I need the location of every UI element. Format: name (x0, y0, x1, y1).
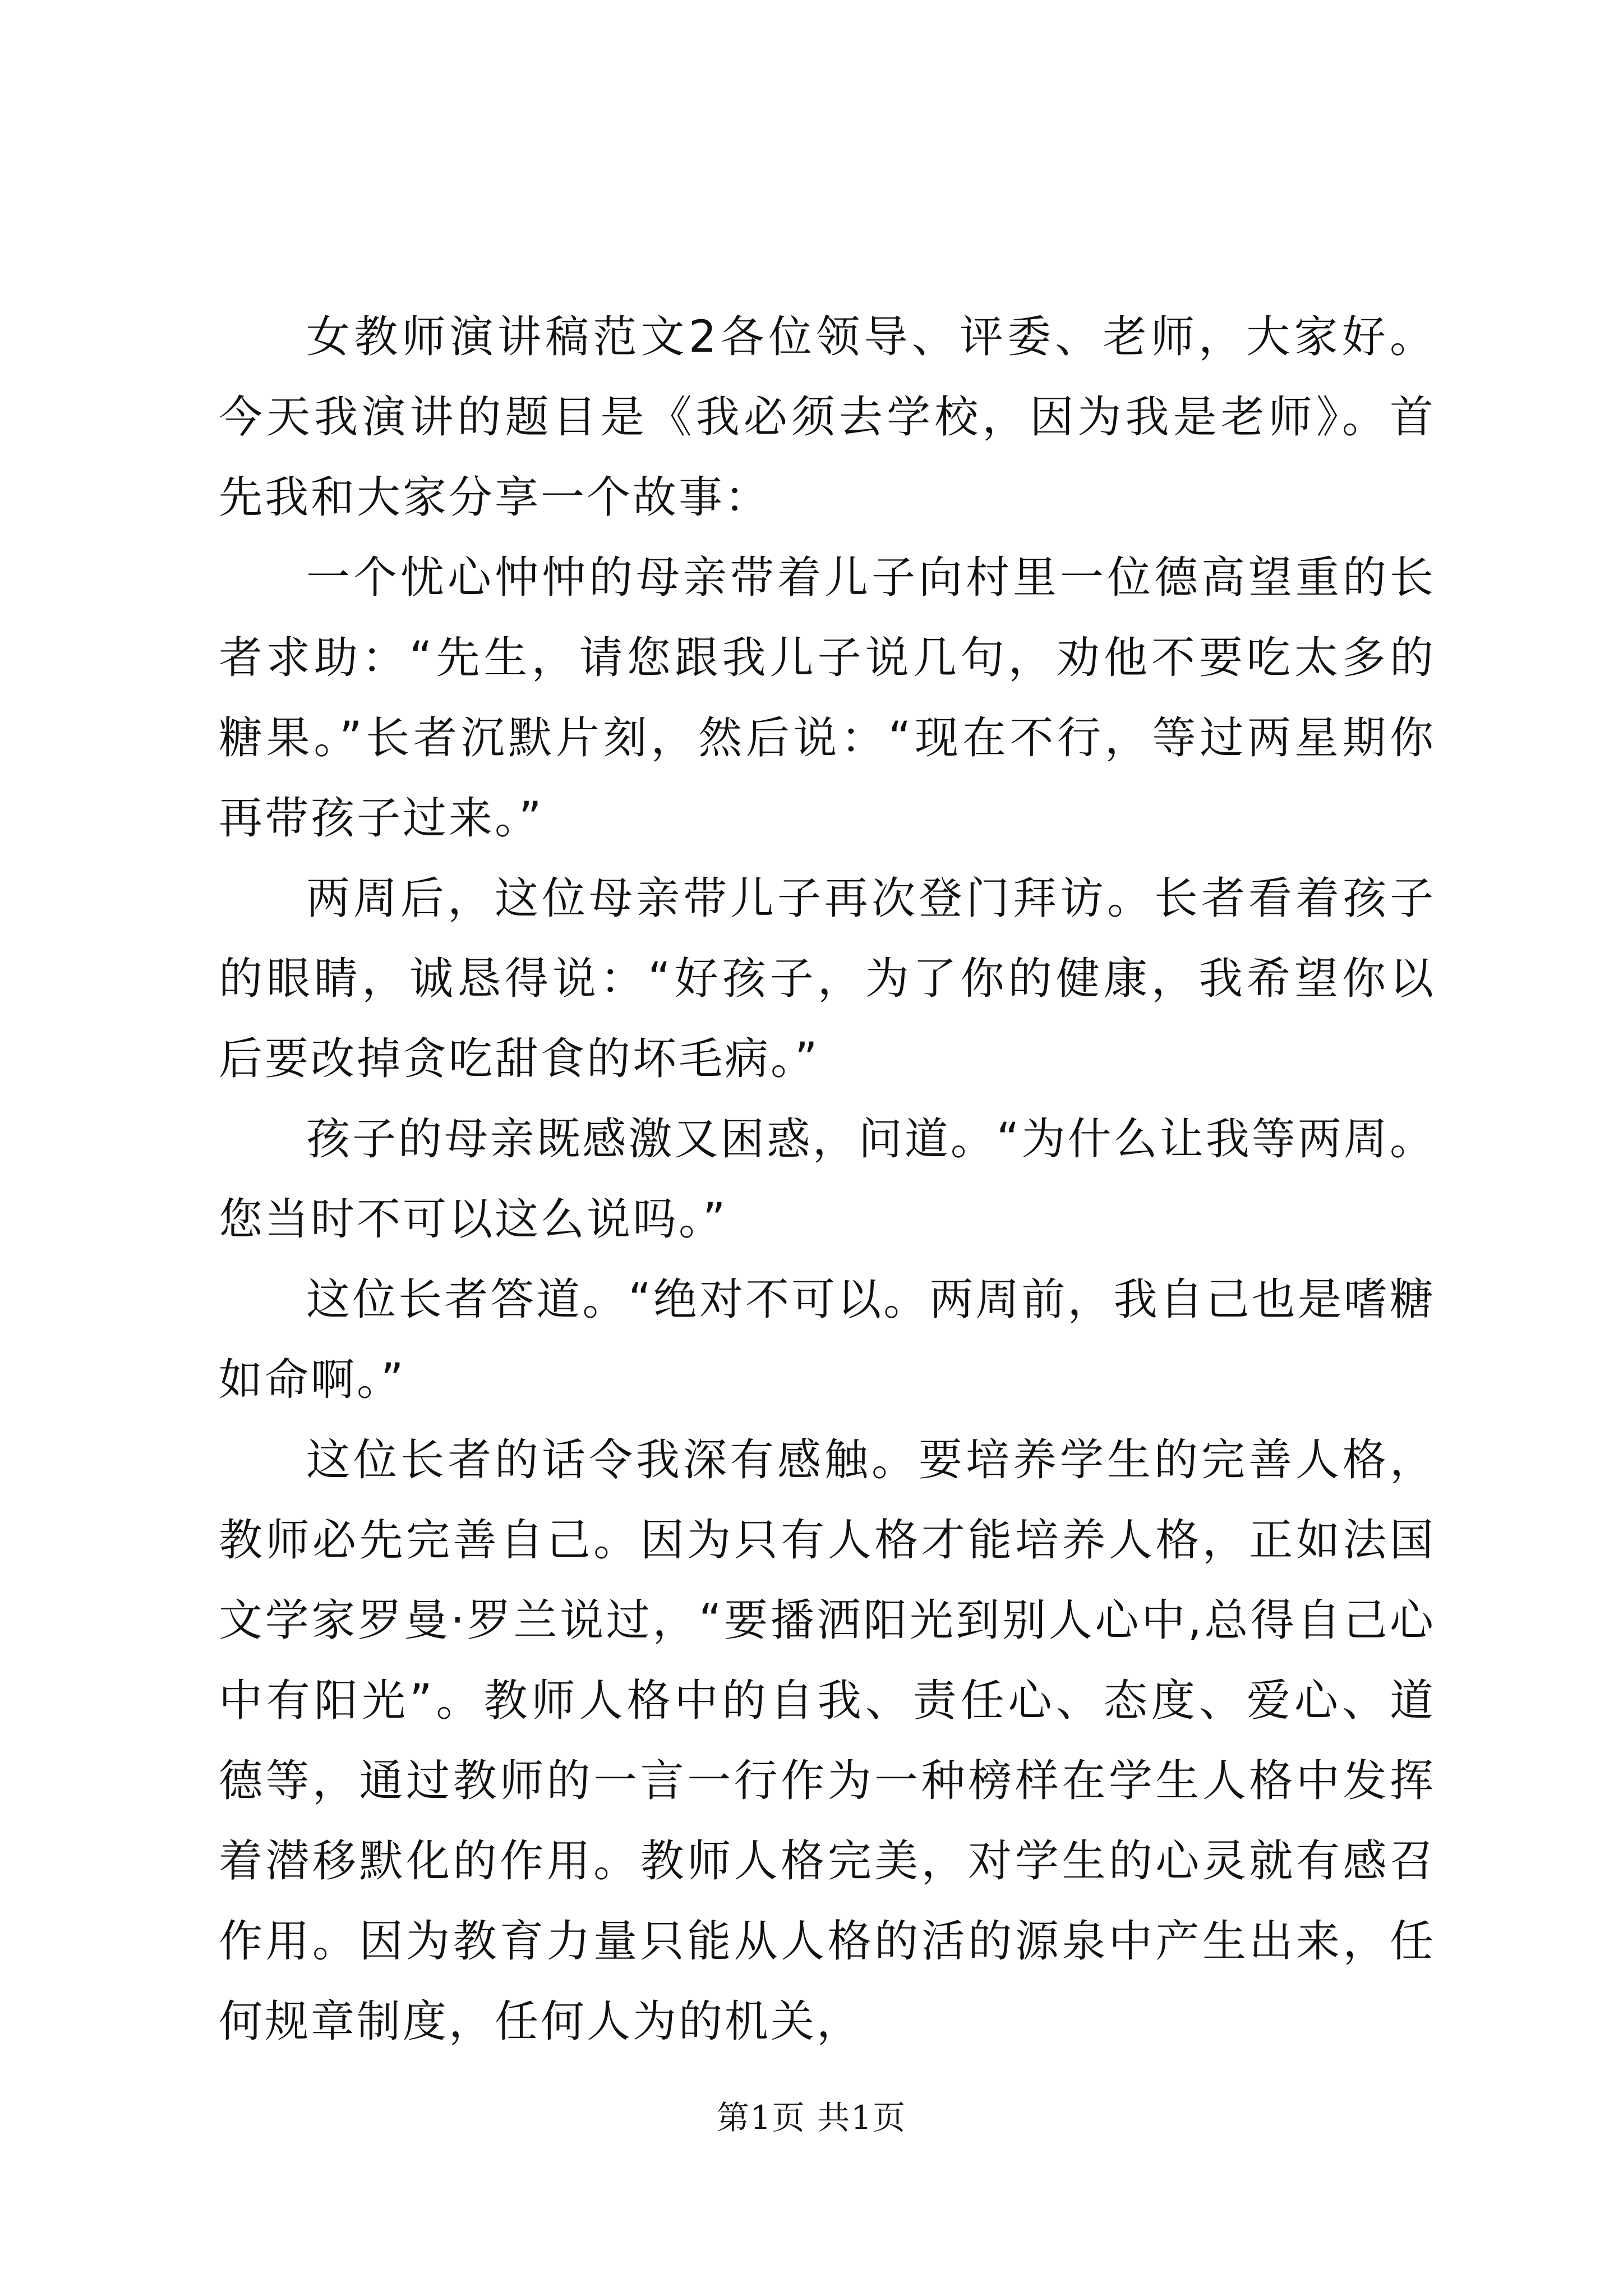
page-number-label: 第1页 共1页 (716, 2099, 907, 2137)
paragraph-1: 女教师演讲稿范文2各位领导、评委、老师，大家好。今天我演讲的题目是《我必须去学校，因为我是老师》。首先我和大家分享一个故事： (219, 312, 1436, 523)
paragraph-3: 两周后，这位母亲带儿子再次登门拜访。长者看着孩子的眼睛，诚恳得说：“好孩子，为了你的健康，我希望你以后要改掉贪吃甜食的坏毛病。” (219, 873, 1436, 1084)
page-footer (0, 2095, 1623, 2140)
paragraph-6: 这位长者的话令我深有感触。要培养学生的完善人格，教师必先完善自己。因为只有人格才能培养人格，正如法国文学家罗曼·罗兰说过，“要播洒阳光到别人心中,总得自己心中有阳光”。教师人格中的自我、责任心、态度、爱心、道德等，通过教师的一言一行作为一种榜样在学生人格中发挥着潜移默化的作用。教师人格完美，对学生的心灵就有感召作用。因为教育力量只能从人格的活的源泉中产生出来，任何规章制度，任何人为的机关， (219, 1435, 1436, 2047)
paragraph-4: 孩子的母亲既感激又困惑，问道。“为什么让我等两周。您当时不可以这么说吗。” (219, 1114, 1436, 1245)
paragraph-5: 这位长者答道。“绝对不可以。两周前，我自己也是嗜糖如命啊。” (219, 1274, 1436, 1405)
paragraph-2: 一个忧心忡忡的母亲带着儿子向村里一位德高望重的长者求助：“先生，请您跟我儿子说几句，劝他不要吃太多的糖果。”长者沉默片刻，然后说：“现在不行，等过两星期你再带孩子过来。” (219, 553, 1436, 844)
document-body (219, 297, 1436, 2062)
